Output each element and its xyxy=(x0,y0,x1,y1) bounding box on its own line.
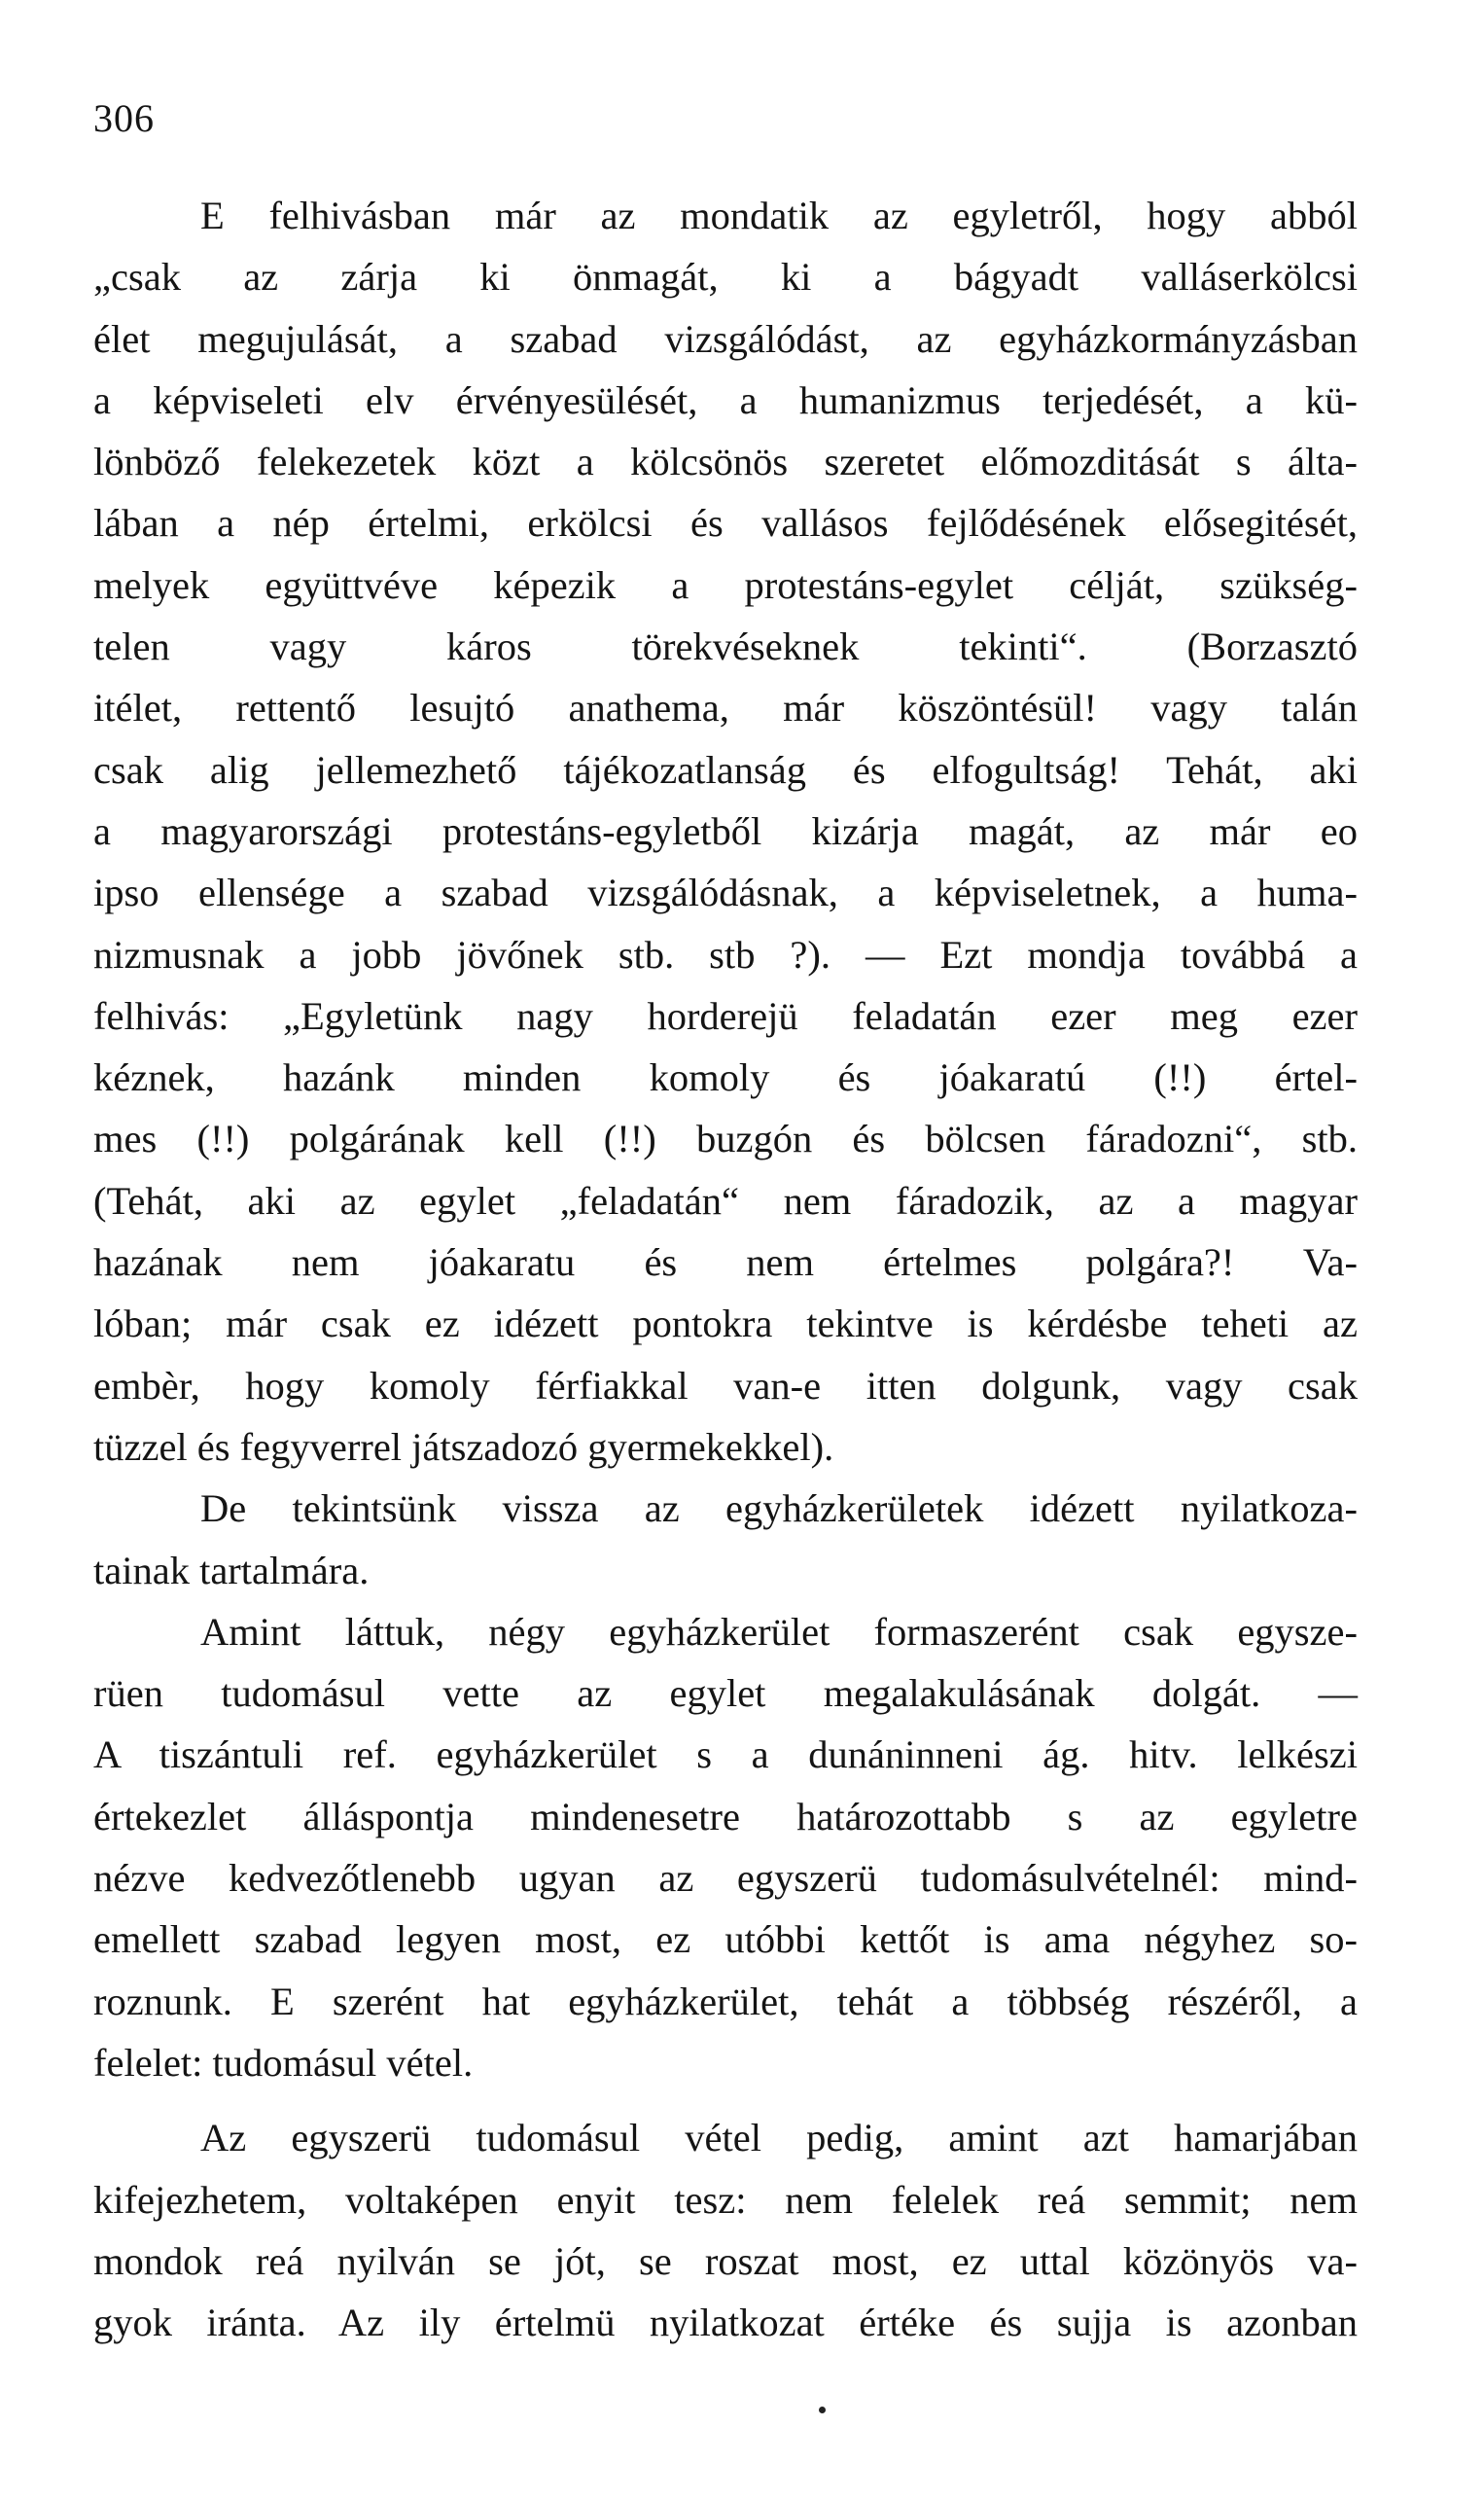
text-line: hazának nem jóakaratu és nem értelmes polgára?! Va- xyxy=(93,1240,1358,1285)
text-line: Az egyszerü tudomásul vétel pedig, amint azt hamarjában xyxy=(200,2116,1358,2160)
text-line: telen vagy káros törekvéseknek tekinti“. (Borzasztó xyxy=(93,624,1358,669)
text-line: kéznek, hazánk minden komoly és jóakaratú (!!) értel- xyxy=(93,1055,1358,1100)
text-line: a magyarországi protestáns-egyletből kizárja magát, az már eo xyxy=(93,808,1358,853)
text-line: „csak az zárja ki önmagát, ki a bágyadt valláserkölcsi xyxy=(93,255,1358,300)
text-line: Amint láttuk, négy egyházkerület formaszerént csak egysze- xyxy=(200,1609,1358,1654)
text-line: kifejezhetem, voltaképen enyit tesz: nem felelek reá semmit; nem xyxy=(93,2177,1358,2222)
text-line: mondok reá nyilván se jót, se roszat most, ez uttal közönyös va- xyxy=(93,2238,1358,2283)
page-number: 306 xyxy=(93,96,155,140)
body-text xyxy=(93,185,1358,2353)
text-line: De tekintsünk vissza az egyházkerületek idézett nyilatkoza- xyxy=(200,1486,1358,1531)
text-line: nézve kedvezőtlenebb ugyan az egyszerü tudomásulvételnél: mind- xyxy=(93,1856,1358,1901)
text-line: roznunk. E szerént hat egyházkerület, tehát a többség részéről, a xyxy=(93,1979,1358,2023)
text-line: lában a nép értelmi, erkölcsi és vallásos fejlődésének elősegitését, xyxy=(93,501,1358,546)
text-line: élet megujulását, a szabad vizsgálódást, az egyházkormányzásban xyxy=(93,316,1358,361)
text-line: nizmusnak a jobb jövőnek stb. stb ?). — Ezt mondja továbbá a xyxy=(93,932,1358,977)
text-line: csak alig jellemezhető tájékozatlanság és elfogultság! Tehát, aki xyxy=(93,747,1358,792)
text-line: ipso ellensége a szabad vizsgálódásnak, a képviseletnek, a huma- xyxy=(93,871,1358,915)
text-line: gyok iránta. Az ily értelmü nyilatkozat értéke és sujja is azonban xyxy=(93,2301,1358,2345)
text-line: értekezlet álláspontja mindenesetre határozottabb s az egyletre xyxy=(93,1794,1358,1838)
text-line: emellett szabad legyen most, ez utóbbi kettőt is ama négyhez so- xyxy=(93,1917,1358,1962)
text-line: embèr, hogy komoly férfiakkal van-e itten dolgunk, vagy csak xyxy=(93,1363,1358,1408)
text-line: itélet, rettentő lesujtó anathema, már köszöntésül! vagy talán xyxy=(93,686,1358,731)
text-line: mes (!!) polgárának kell (!!) buzgón és bölcsen fáradozni“, stb. xyxy=(93,1117,1358,1161)
text-line: melyek együttvéve képezik a protestáns-egylet célját, szükség- xyxy=(93,562,1358,607)
text-line: lönböző felekezetek közt a kölcsönös szeretet előmozditását s álta- xyxy=(93,440,1358,484)
text-line: E felhivásban már az mondatik az egyletről, hogy abból xyxy=(200,194,1358,237)
text-line: lóban; már csak ez idézett pontokra tekintve is kérdésbe teheti az xyxy=(93,1302,1358,1346)
text-line: felelet: tudomásul vétel. xyxy=(93,2040,474,2085)
text-line: felhivás: „Egyletünk nagy horderejü feladatán ezer meg ezer xyxy=(93,993,1358,1038)
text-line: A tiszántuli ref. egyházkerület s a dunáninneni ág. hitv. lelkészi xyxy=(93,1732,1358,1777)
text-line: (Tehát, aki az egylet „feladatán“ nem fáradozik, az a magyar xyxy=(93,1178,1358,1223)
text-line: rüen tudomásul vette az egylet megalakulásának dolgát. — xyxy=(93,1671,1358,1716)
text-line: a képviseleti elv érvényesülését, a humanizmus terjedését, a kü- xyxy=(93,377,1358,422)
text-line: tainak tartalmára. xyxy=(93,1548,370,1592)
ink-dot xyxy=(819,2407,826,2413)
text-line: tüzzel és fegyverrel játszadozó gyermekekkel). xyxy=(93,1424,834,1469)
